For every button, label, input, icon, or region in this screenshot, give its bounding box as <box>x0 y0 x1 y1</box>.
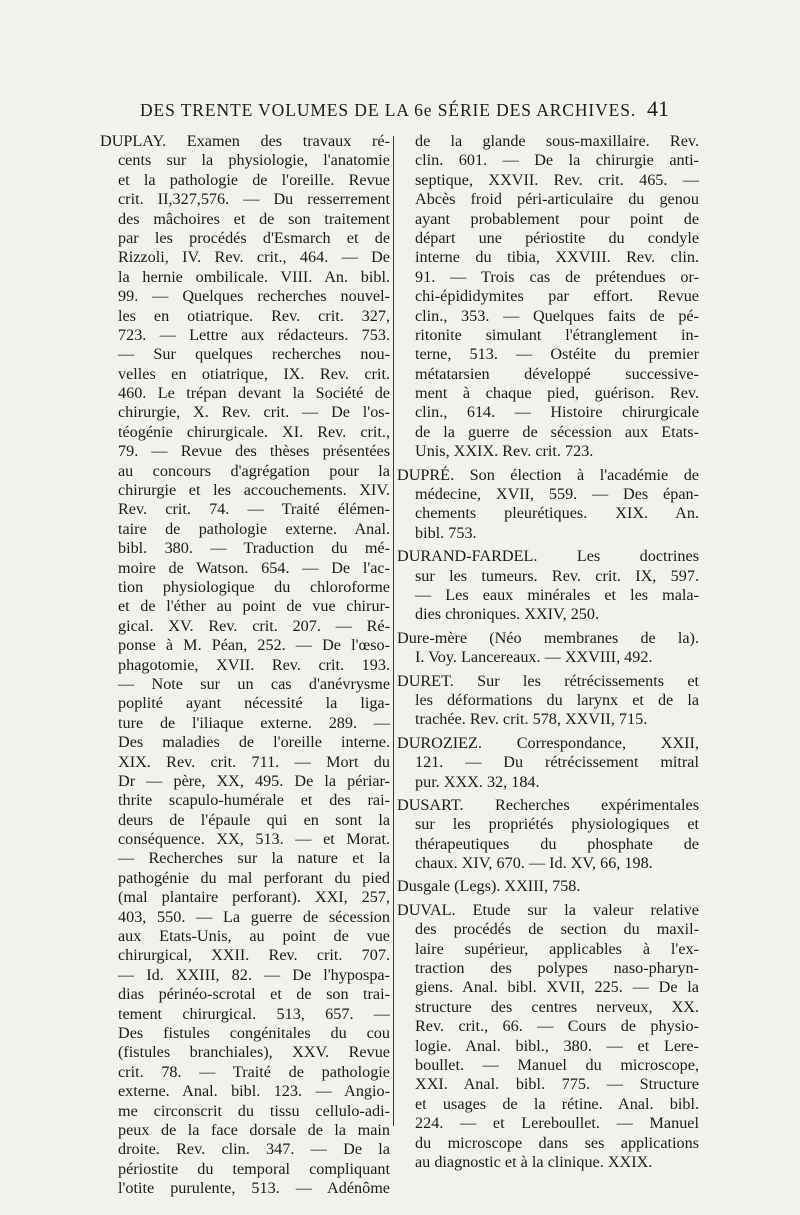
index-line: DUVAL. Etude sur la valeur relative <box>397 900 699 919</box>
index-line: et de l'éther au point de vue chirur- <box>118 597 390 616</box>
index-line: DUPRÉ. Son élection à l'académie de <box>397 465 699 484</box>
index-line: ture de l'iliaque externe. 289. — <box>118 713 390 732</box>
index-line: par les procédés d'Esmarch et de <box>118 228 390 247</box>
index-line: structure des centres nerveux, XX. <box>415 997 699 1016</box>
index-line: chirurgie et les accouchements. XIV. <box>118 481 390 500</box>
index-line: 224. — et Lereboullet. — Manuel <box>415 1114 699 1133</box>
index-line: Dr — père, XX, 495. De la périar- <box>118 771 390 790</box>
index-line: externe. Anal. bibl. 123. — Angio- <box>118 1082 390 1101</box>
index-line: Abcès froid péri-articulaire du genou <box>415 190 699 209</box>
index-line: ayant probablement pour point de <box>415 209 699 228</box>
index-entry-dusgale <box>397 877 699 896</box>
index-line: et usages de la rétine. Anal. bibl. <box>415 1094 699 1113</box>
index-line: logie. Anal. bibl., 380. — et Lere- <box>415 1036 699 1055</box>
index-line: (mal plantaire perforant). XXI, 257, <box>118 888 390 907</box>
index-line: 460. Le trépan devant la Société de <box>118 384 390 403</box>
index-line: bibl. 380. — Traduction du mé- <box>118 539 390 558</box>
index-line: — Les eaux minérales et les mala- <box>415 585 699 604</box>
index-line: au concours d'agrégation pour la <box>118 461 390 480</box>
index-line: chi-épididymites par effort. Revue <box>415 287 699 306</box>
index-line: ritonite simulant l'étranglement in- <box>415 325 699 344</box>
index-line: — Sur quelques recherches nou- <box>118 345 390 364</box>
index-entry-duroziez <box>397 734 699 792</box>
index-line: thrite scapulo-humérale et des rai- <box>118 791 390 810</box>
index-line: boullet. — Manuel du microscope, <box>415 1055 699 1074</box>
index-line: DUPLAY. Examen des travaux ré- <box>100 132 390 150</box>
index-line: 723. — Lettre aux rédacteurs. 753. <box>118 325 390 344</box>
index-line: 121. — Du rétrécissement mitral <box>415 753 699 772</box>
index-line: deurs de l'épaule qui en sont la <box>118 810 390 829</box>
index-line: trachée. Rev. crit. 578, XXVII, 715. <box>415 710 648 729</box>
index-line: thérapeutiques du phosphate de <box>415 834 699 853</box>
index-line: des procédés de section du maxil- <box>415 920 699 939</box>
index-line: médecine, XVII, 559. — Des épan- <box>415 485 699 504</box>
index-line: pur. XXX. 32, 184. <box>415 772 540 791</box>
column-divider <box>393 136 394 1126</box>
index-line: 91. — Trois cas de prétendues or- <box>415 267 699 286</box>
index-line: moire de Watson. 654. — De l'ac- <box>118 558 390 577</box>
index-line: I. Voy. Lancereaux. — XXVIII, 492. <box>415 648 653 667</box>
index-line: dias périnéo-scrotal et de son trai- <box>118 985 390 1004</box>
right-column <box>397 132 699 1172</box>
index-line: DUSART. Recherches expérimentales <box>397 795 699 814</box>
index-entry-dusart <box>397 796 699 874</box>
index-line: DURAND-FARDEL. Les doctrines <box>397 547 699 566</box>
index-line: périostite du temporal compliquant <box>118 1159 390 1178</box>
index-line: droite. Rev. clin. 347. — De la <box>118 1140 390 1159</box>
index-entry-duval <box>397 901 699 1172</box>
page-number: 41 <box>647 96 669 121</box>
index-line: Dure-mère (Néo membranes de la). <box>397 628 699 647</box>
index-line: la hernie ombilicale. VIII. An. bibl. <box>118 267 390 286</box>
index-line: de la glande sous-maxillaire. Rev. <box>415 132 699 150</box>
index-line: les déformations du larynx et de la <box>415 690 699 709</box>
index-line: septique, XXVII. Rev. crit. 465. — <box>415 170 699 189</box>
index-line: Des fistules congénitales du cou <box>118 1023 390 1042</box>
index-line: XIX. Rev. crit. 711. — Mort du <box>118 752 390 771</box>
index-line: chaux. XIV, 670. — Id. XV, 66, 198. <box>415 854 653 873</box>
index-line: — Note sur un cas d'anévrysme <box>118 674 390 693</box>
index-line: pathogénie du mal perforant du pied <box>118 868 390 887</box>
index-line: taire de pathologie externe. Anal. <box>118 519 390 538</box>
index-line: ponse à M. Péan, 252. — De l'œso- <box>118 636 390 655</box>
index-line: — Recherches sur la nature et la <box>118 849 390 868</box>
index-line: du microscope dans ses applications <box>415 1133 699 1152</box>
index-line: — Id. XXIII, 82. — De l'hypospa- <box>118 965 390 984</box>
index-line: clin. 601. — De la chirurgie anti- <box>415 151 699 170</box>
index-line: interne du tibia, XXVIII. Rev. clin. <box>415 248 699 267</box>
index-line: 403, 550. — La guerre de sécession <box>118 907 390 926</box>
index-line: Des maladies de l'oreille interne. <box>118 733 390 752</box>
index-entry-duplay-continued <box>397 132 699 462</box>
index-entry-duret <box>397 672 699 730</box>
index-line: dies chroniques. XXIV, 250. <box>415 605 600 624</box>
index-line: Rizzoli, IV. Rev. crit., 464. — De <box>118 248 390 267</box>
index-line: l'otite purulente, 513. — Adénôme <box>118 1179 390 1198</box>
index-line: au diagnostic et à la clinique. XXIX. <box>415 1152 653 1171</box>
index-line: giens. Anal. bibl. XVII, 225. — De la <box>415 978 699 997</box>
index-entry-dupre <box>397 466 699 544</box>
index-line: des mâchoires et de son traitement <box>118 209 390 228</box>
index-line: DURET. Sur les rétrécissements et <box>397 671 699 690</box>
index-line: départ une périostite du condyle <box>415 228 699 247</box>
index-line: cents sur la physiologie, l'anatomie <box>118 151 390 170</box>
index-line: sur les propriétés physiologiques et <box>415 815 699 834</box>
index-line: gical. XV. Rev. crit. 207. — Ré- <box>118 616 390 635</box>
index-line: Rev. crit., 66. — Cours de physio- <box>415 1017 699 1036</box>
index-line: aux Etats-Unis, au point de vue <box>118 927 390 946</box>
index-entry-dure-mere <box>397 629 699 668</box>
running-head: DES TRENTE VOLUMES DE LA 6e SÉRIE DES ARCHIVES. <box>140 100 637 120</box>
index-line: Rev. crit. 74. — Traité élémen- <box>118 500 390 519</box>
index-entry-durand-fardel <box>397 547 699 625</box>
index-line: poplité ayant nécessité la liga- <box>118 694 390 713</box>
index-line: téogénie chirurgicale. XI. Rev. crit., <box>118 422 390 441</box>
index-line: 99. — Quelques recherches nouvel- <box>118 287 390 306</box>
left-column <box>100 132 390 1198</box>
index-line: clin., 614. — Histoire chirurgicale <box>415 403 699 422</box>
index-line: chirurgical, XXII. Rev. crit. 707. <box>118 946 390 965</box>
index-line: chirurgie, X. Rev. crit. — De l'os- <box>118 403 390 422</box>
index-line: Dusgale (Legs). XXIII, 758. <box>397 877 581 896</box>
index-line: tion physiologique du chloroforme <box>118 577 390 596</box>
index-line: clin., 353. — Quelques faits de pé- <box>415 306 699 325</box>
index-line: ment à chaque pied, guérison. Rev. <box>415 384 699 403</box>
index-line: sur les tumeurs. Rev. crit. IX, 597. <box>415 566 699 585</box>
index-line: velles en otiatrique, IX. Rev. crit. <box>118 364 390 383</box>
index-line: les en otiatrique. Rev. crit. 327, <box>118 306 390 325</box>
index-line: traction des polypes naso-pharyn- <box>415 959 699 978</box>
index-line: bibl. 753. <box>415 523 477 542</box>
index-line: XXI. Anal. bibl. 775. — Structure <box>415 1075 699 1094</box>
index-line: crit. II,327,576. — Du resserrement <box>118 190 390 209</box>
index-line: peux de la face dorsale de la main <box>118 1120 390 1139</box>
index-line: laire supérieur, applicables à l'ex- <box>415 939 699 958</box>
index-line: tement chirurgical. 513, 657. — <box>118 1004 390 1023</box>
index-line: phagotomie, XVII. Rev. crit. 193. <box>118 655 390 674</box>
index-line: crit. 78. — Traité de pathologie <box>118 1062 390 1081</box>
index-line: conséquence. XX, 513. — et Morat. <box>118 830 390 849</box>
index-line: de la guerre de sécession aux Etats- <box>415 422 699 441</box>
index-line: DUROZIEZ. Correspondance, XXII, <box>397 733 699 752</box>
index-line: Unis, XXIX. Rev. crit. 723. <box>415 442 594 461</box>
index-line: et la pathologie de l'oreille. Revue <box>118 170 390 189</box>
index-line: 79. — Revue des thèses présentées <box>118 442 390 461</box>
index-line: terne, 513. — Ostéite du premier <box>415 345 699 364</box>
index-line: métatarsien développé successive- <box>415 364 699 383</box>
index-line: me circonscrit du tissu cellulo-adi- <box>118 1101 390 1120</box>
index-line: chements pleurétiques. XIX. An. <box>415 504 699 523</box>
index-line: (fistules branchiales), XXV. Revue <box>118 1043 390 1062</box>
